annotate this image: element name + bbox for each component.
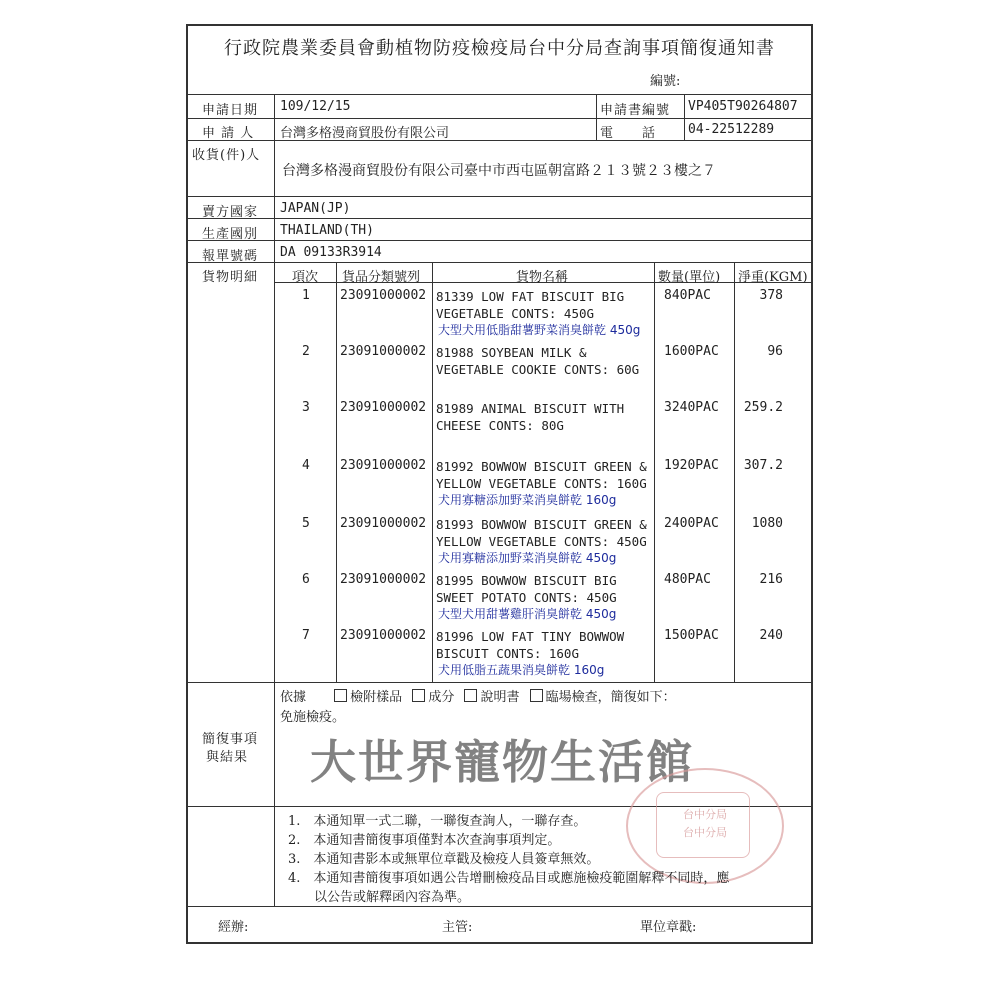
opt-ingredients: 成分: [428, 690, 455, 705]
note-item: 1. 本通知單一式二聯，一聯復查詢人，一聯存查。: [288, 814, 587, 829]
phone-label: 電 話: [600, 126, 657, 141]
declaration-label: 報單號碼: [202, 249, 259, 264]
col-header-no: 項次: [292, 270, 319, 285]
col-header-name: 貨物名稱: [516, 270, 569, 285]
stamp-text-top: 台中分局: [683, 808, 727, 821]
row-weight: 307.2: [743, 458, 783, 473]
row-name-line1: 81995 BOWWOW BISCUIT BIG: [436, 573, 617, 588]
row-weight: 378: [759, 288, 783, 303]
row-note: 犬用寡糖添加野菜消臭餅乾 160g: [438, 493, 617, 507]
doc-no-label: 編號:: [650, 74, 681, 89]
row-no: 4: [302, 458, 310, 473]
phone: 04-22512289: [688, 122, 775, 137]
row-code: 23091000002: [340, 458, 427, 473]
checkbox-sample: [334, 689, 347, 702]
basis-label: 依據: [280, 690, 307, 705]
result-label-2: 與結果: [206, 750, 249, 765]
row-weight: 240: [759, 628, 783, 643]
footer-unit-stamp: 單位章戳:: [640, 920, 697, 935]
row-no: 1: [302, 288, 310, 303]
row-name-line2: CHEESE CONTS: 80G: [436, 418, 564, 433]
row-name-line1: 81996 LOW FAT TINY BOWWOW: [436, 629, 625, 644]
row-qty: 1920PAC: [664, 458, 719, 473]
footer-supervisor: 主管:: [442, 920, 473, 935]
col-header-code: 貨品分類號列: [342, 270, 421, 285]
row-note: 犬用寡糖添加野菜消臭餅乾 450g: [438, 551, 617, 565]
origin-label: 生產國別: [202, 227, 259, 242]
row-code: 23091000002: [340, 344, 427, 359]
footer-handler: 經辦:: [218, 920, 249, 935]
declaration: DA 09133R3914: [280, 245, 382, 260]
applicant: 台灣多格漫商貿股份有限公司: [280, 126, 450, 141]
form-title: 行政院農業委員會動植物防疫檢疫局台中分局查詢事項簡復通知書: [224, 38, 775, 59]
row-no: 3: [302, 400, 310, 415]
row-name-line2: SWEET POTATO CONTS: 450G: [436, 590, 617, 605]
row-no: 6: [302, 572, 310, 587]
app-no: VP405T90264807: [688, 99, 798, 114]
opt-manual: 說明書: [480, 690, 520, 705]
col-header-weight: 淨重(KGM): [738, 270, 808, 285]
row-code: 23091000002: [340, 572, 427, 587]
row-name-line2: YELLOW VEGETABLE CONTS: 160G: [436, 476, 647, 491]
note-item: 4. 本通知書簡復事項如遇公告增刪檢疫品目或應施檢疫範圍解釋不同時，應: [288, 871, 730, 886]
notes-list: [288, 812, 729, 907]
apply-date-label: 申請日期: [202, 103, 259, 118]
goods-label: 貨物明細: [202, 270, 259, 285]
opt-sample: 檢附樣品: [350, 690, 403, 705]
checkbox-manual: [464, 689, 477, 702]
row-no: 7: [302, 628, 310, 643]
row-no: 2: [302, 344, 310, 359]
row-name-line1: 81988 SOYBEAN MILK &: [436, 345, 587, 360]
row-code: 23091000002: [340, 288, 427, 303]
checkbox-ingredients: [412, 689, 425, 702]
row-name-line1: 81989 ANIMAL BISCUIT WITH: [436, 401, 625, 416]
seller-country: JAPAN(JP): [280, 201, 351, 216]
row-name-line1: 81992 BOWWOW BISCUIT GREEN &: [436, 459, 647, 474]
row-weight: 216: [759, 572, 783, 587]
apply-date: 109/12/15: [280, 99, 351, 114]
note-item: 以公告或解釋函內容為準。: [288, 890, 471, 905]
consignee-label: 收貨(件)人: [192, 148, 261, 163]
row-qty: 2400PAC: [664, 516, 719, 531]
result-label-1: 簡復事項: [202, 732, 259, 747]
applicant-label: 申 請 人: [202, 126, 255, 141]
note-item: 2. 本通知書簡復事項僅對本次查詢事項判定。: [288, 833, 561, 848]
note-item: 3. 本通知書影本或無單位章戳及檢疫人員簽章無效。: [288, 852, 600, 867]
row-weight: 96: [767, 344, 783, 359]
row-name-line2: VEGETABLE COOKIE CONTS: 60G: [436, 362, 640, 377]
row-note: 大型犬用低脂甜薯野菜消臭餅乾 450g: [438, 323, 641, 337]
seller-country-label: 賣方國家: [202, 205, 259, 220]
stamp-text-bottom: 台中分局: [683, 826, 727, 839]
row-code: 23091000002: [340, 516, 427, 531]
row-code: 23091000002: [340, 628, 427, 643]
row-name-line2: YELLOW VEGETABLE CONTS: 450G: [436, 534, 647, 549]
origin: THAILAND(TH): [280, 223, 374, 238]
col-header-qty: 數量(單位): [658, 270, 721, 285]
notice-form: [186, 24, 813, 944]
row-name-line2: BISCUIT CONTS: 160G: [436, 646, 579, 661]
row-qty: 480PAC: [664, 572, 711, 587]
row-qty: 3240PAC: [664, 400, 719, 415]
app-no-label: 申請書編號: [600, 103, 671, 118]
row-note: 犬用低脂五蔬果消臭餅乾 160g: [438, 663, 605, 677]
row-qty: 1600PAC: [664, 344, 719, 359]
row-no: 5: [302, 516, 310, 531]
row-weight: 1080: [751, 516, 783, 531]
row-name-line2: VEGETABLE CONTS: 450G: [436, 306, 595, 321]
row-qty: 840PAC: [664, 288, 711, 303]
conclusion: 免施檢疫。: [280, 710, 346, 725]
checkbox-inspection: [530, 689, 543, 702]
opt-inspection: 臨場檢查，簡復如下：: [545, 690, 676, 705]
basis-line: [280, 686, 676, 705]
row-weight: 259.2: [743, 400, 783, 415]
consignee: 台灣多格漫商貿股份有限公司臺中市西屯區朝富路２１３號２３樓之７: [282, 163, 716, 179]
row-name-line1: 81339 LOW FAT BISCUIT BIG: [436, 289, 625, 304]
row-code: 23091000002: [340, 400, 427, 415]
row-note: 大型犬用甜薯雞肝消臭餅乾 450g: [438, 607, 617, 621]
row-qty: 1500PAC: [664, 628, 719, 643]
watermark: 大世界寵物生活館: [310, 735, 694, 789]
row-name-line1: 81993 BOWWOW BISCUIT GREEN &: [436, 517, 647, 532]
